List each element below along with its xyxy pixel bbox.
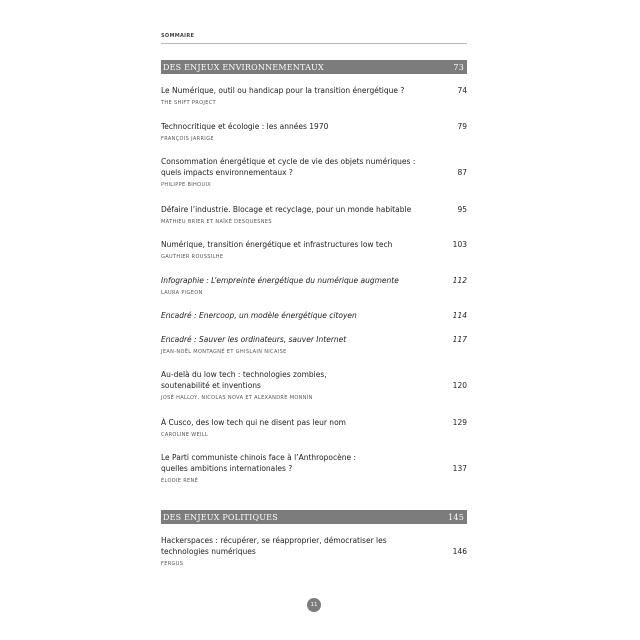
- entry-page: 112: [452, 276, 467, 285]
- toc-entry[interactable]: [161, 239, 467, 260]
- entry-author: FRANÇOIS JARRIGE: [161, 136, 214, 142]
- entry-title: Le Numérique, outil ou handicap pour la transition énergétique ?: [161, 86, 405, 95]
- running-head: SOMMAIRE: [161, 33, 195, 39]
- entry-page: 117: [452, 335, 467, 344]
- toc-entry[interactable]: [161, 121, 467, 142]
- header-rule: [161, 43, 467, 44]
- entry-page: 114: [452, 311, 467, 320]
- toc-entry[interactable]: [161, 310, 467, 321]
- entry-title: À Cusco, des low tech qui ne disent pas leur nom: [161, 418, 346, 427]
- page-number-badge: 11: [307, 598, 321, 612]
- entry-title: Numérique, transition énergétique et infrastructures low tech: [161, 240, 393, 249]
- section-header: [161, 510, 467, 524]
- entry-title: Encadré : Sauver les ordinateurs, sauver Internet: [161, 335, 347, 344]
- entry-title: Le Parti communiste chinois face à l’Anthropocène : quelles ambitions internationales ?: [161, 453, 357, 473]
- entry-title: Technocritique et écologie : les années 1970: [161, 122, 329, 131]
- toc-entry[interactable]: [161, 535, 467, 567]
- entry-page: 120: [452, 381, 467, 390]
- entry-title: Consommation énergétique et cycle de vie des objets numériques : quels impacts environnementaux ?: [161, 157, 416, 177]
- entry-page: 74: [457, 86, 467, 95]
- entry-author: JEAN-NOËL MONTAGNÉ ET GHISLAIN NICAISE: [161, 349, 287, 355]
- entry-author: JOSÉ HALLOY, NICOLAS NOVA ET ALEXANDRE MONNIN: [161, 395, 313, 401]
- entry-page: 79: [457, 122, 467, 131]
- toc-entry[interactable]: [161, 417, 467, 438]
- toc-entry[interactable]: [161, 156, 467, 188]
- section-header: [161, 60, 467, 74]
- entry-page: 95: [457, 205, 467, 214]
- entry-title: Hackerspaces : récupérer, se réapproprier, démocratiser les technologies numériques: [161, 536, 387, 556]
- entry-author: CAROLINE WEILL: [161, 432, 209, 438]
- toc-entry[interactable]: [161, 452, 467, 484]
- toc-entry[interactable]: [161, 85, 467, 106]
- entry-page: 103: [452, 240, 467, 249]
- entry-title: Défaire l’industrie. Blocage et recyclage, pour un monde habitable: [161, 205, 412, 214]
- entry-author: LAURA PIGEON: [161, 290, 203, 296]
- entry-author: PHILIPPE BIHOUIX: [161, 182, 212, 188]
- toc-entry[interactable]: [161, 204, 467, 225]
- entry-author: FERGUS: [161, 561, 184, 567]
- entry-page: 87: [457, 168, 467, 177]
- section-page: 73: [453, 62, 464, 72]
- entry-title: Au-delà du low tech : technologies zombies, soutenabilité et inventions: [161, 370, 327, 390]
- entry-author: GAUTHIER ROUSSILHE: [161, 254, 224, 260]
- section-title: DES ENJEUX POLITIQUES: [163, 512, 278, 522]
- entry-author: THE SHIFT PROJECT: [161, 100, 216, 106]
- section-title: DES ENJEUX ENVIRONNEMENTAUX: [163, 62, 324, 72]
- toc-entry[interactable]: [161, 334, 467, 355]
- section-page: 145: [448, 512, 464, 522]
- toc-entry[interactable]: [161, 369, 467, 401]
- entry-page: 129: [452, 418, 467, 427]
- entry-title: Encadré : Enercoop, un modèle énergétique citoyen: [161, 311, 357, 320]
- toc-page: [161, 0, 467, 640]
- entry-page: 137: [452, 464, 467, 473]
- entry-page: 146: [452, 547, 467, 556]
- entry-title: Infographie : L’empreinte énergétique du numérique augmente: [161, 276, 399, 285]
- entry-author: ÉLODIE RENÉ: [161, 478, 199, 484]
- entry-author: MATHIEU BRIER ET NAÏKÉ DESQUESNES: [161, 219, 272, 225]
- toc-entry[interactable]: [161, 275, 467, 296]
